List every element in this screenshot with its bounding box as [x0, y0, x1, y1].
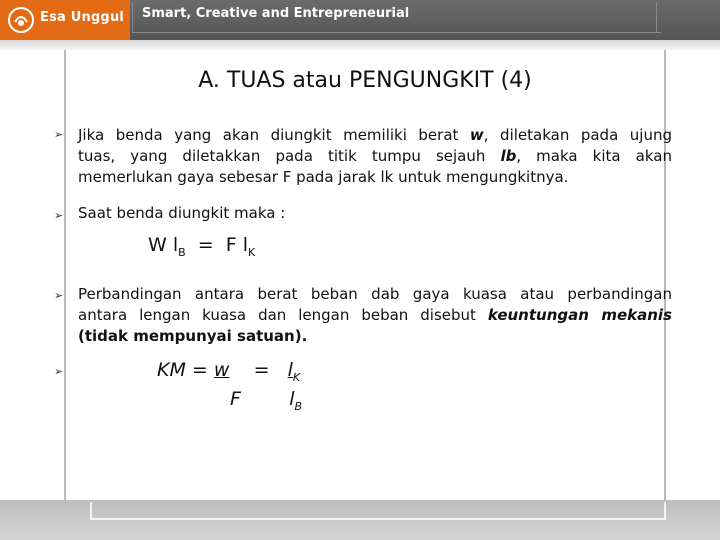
bullet-3-line-1: Perbandingan antara berat beban dab gaya kuasa atau perbandingan	[78, 285, 672, 303]
formula-mechanical-advantage: KM = w = $l_K$	[157, 359, 301, 384]
bullet-3-line-2: antara lengan kuasa dan lengan beban disebut keuntungan mekanis	[78, 306, 672, 324]
slide-frame	[64, 50, 666, 500]
bullet-1-text	[78, 125, 672, 188]
header-frame-right	[656, 2, 720, 32]
formula-denominators: F $l_B$	[230, 388, 303, 413]
bullet-3-line-3: (tidak mempunyai satuan).	[78, 327, 308, 345]
bullet-1-line-2: tuas, yang diletakkan pada titik tumpu sejauh lb, maka kita akan	[78, 147, 672, 165]
bullet-arrow-icon: ➢	[54, 289, 64, 302]
logo-text: Esa Unggul	[40, 10, 125, 25]
bullet-1-line-1: Jika benda yang akan diungkit memiliki berat w, diletakan pada ujung	[78, 126, 672, 144]
bullet-3-text	[78, 284, 672, 347]
header-separator	[0, 40, 720, 50]
bullet-1-line-3: memerlukan gaya sebesar F pada jarak lk untuk mengungkitnya.	[78, 168, 569, 186]
logo	[0, 0, 130, 40]
bullet-2-text: Saat benda diungkit maka :	[78, 204, 286, 222]
footer-frame	[90, 502, 666, 520]
logo-emblem-icon	[8, 7, 34, 33]
bullet-arrow-icon: ➢	[54, 128, 64, 141]
slide-title: A. TUAS atau PENGUNGKIT (4)	[198, 68, 532, 93]
tagline: Smart, Creative and Entrepreneurial	[142, 6, 410, 21]
bullet-arrow-icon: ➢	[54, 209, 64, 222]
formula-lever: W $l_B = F$ $l_K$	[148, 234, 256, 259]
bullet-arrow-icon: ➢	[54, 365, 64, 378]
